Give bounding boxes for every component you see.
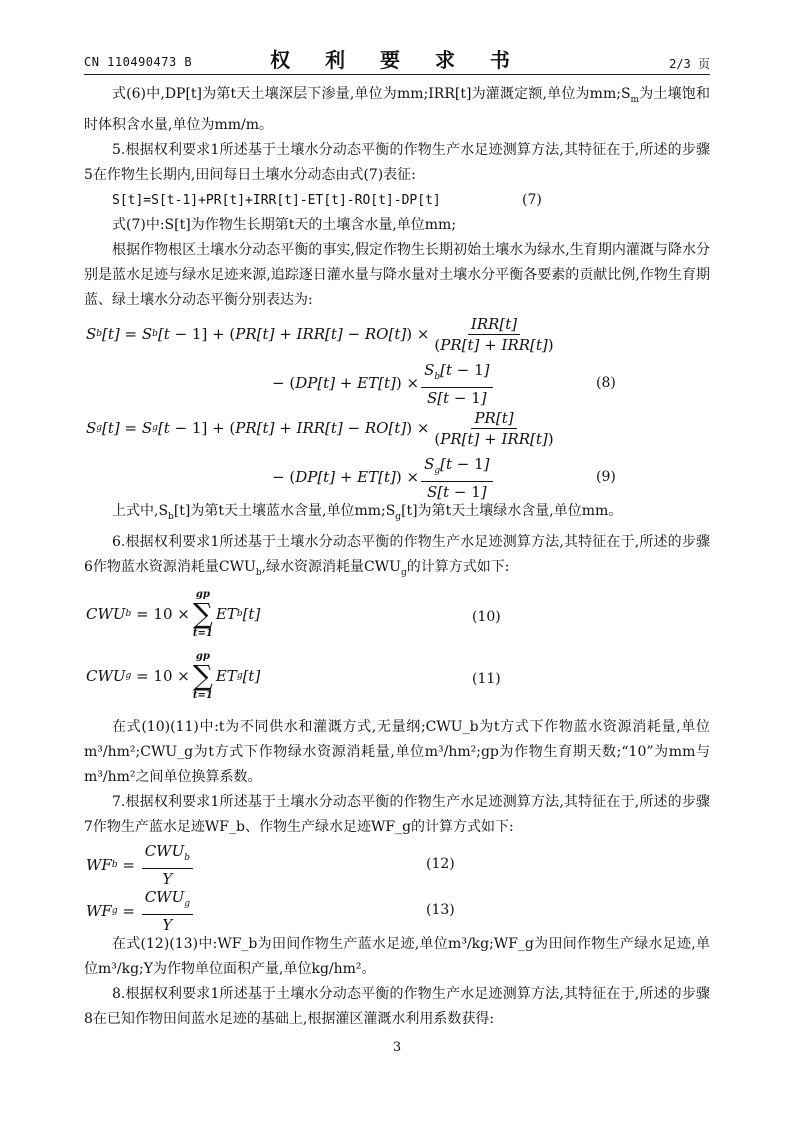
equation-13-number: (13) xyxy=(426,902,455,919)
equation-10: CWU b = 10 × gp ∑ t=1 ET b [t] xyxy=(86,589,261,640)
formula6-note: 式(6)中,DP[t]为第t天土壤深层下渗量,单位为mm;IRR[t]为灌溉定额,单位为$mm;S_m$为土壤饱和时体积含水量,单位为mm/m。 xyxy=(84,86,710,133)
equations-10-11-note: 在式(10)(11)中:t为不同供水和灌溉方式,无量纲;CWU_b为t方式下作物蓝水资源消耗量,单位m³/hm²;CWU_g为t方式下作物绿水资源消耗量,单位m³/hm²;gp为作物生育期天数;“10”为mm与m³/hm²之间单位换算系数。 xyxy=(84,719,710,786)
equations-10-11 xyxy=(84,585,710,715)
equation-12: WF b = $\frac{CWU_b}{Y}$ xyxy=(86,842,195,888)
equation-9-number: (9) xyxy=(596,468,616,485)
publication-number: CN 110490473 B xyxy=(84,55,193,69)
equation-9-line2: − ( DP[t] + ET[t] ) × $\frac{S_g[t - 1]}{S[t - 1]}$ xyxy=(272,455,495,501)
equations-12-13-note: 在式(12)(13)中:WF_b为田间作物生产蓝水足迹,单位m³/kg;WF_g为田间作物生产绿水足迹,单位m³/kg;Y为作物单位面积产量,单位kg/hm²。 xyxy=(84,936,710,978)
equations-8-9 xyxy=(84,313,710,499)
equation-9-line1: S g [t] = S g [t − 1] + ( PR[t] + IRR[t] − RO[t] ) × $\frac{PR[t]}{\text{(PR[t] + IRR[t])}}$ xyxy=(86,408,554,448)
equation-8-number: (8) xyxy=(596,374,616,391)
equation-7-text: S[t]=S[t-1]+PR[t]+IRR[t]-ET[t]-RO[t]-DP[t] xyxy=(112,192,441,208)
claim5-description: 根据作物根区土壤水分动态平衡的事实,假定作物生长期初始土壤水为绿水,生育期内灌溉与降水分别是蓝水足迹与绿水足迹来源,追踪逐日灌水量与降水量对土壤水分平衡各要素的贡献比例,作物生育期蓝、绿土壤水分动态平衡分别表达为: xyxy=(84,241,710,308)
claim6-intro: 6.根据权利要求1所述基于土壤水分动态平衡的作物生产水足迹测算方法,其特征在于,所述的步骤6作物蓝水资源消耗量$CWU_b$,绿水资源消耗量$CWU_g$的计算方式如下: xyxy=(84,533,710,578)
equation-7 xyxy=(84,188,710,213)
claim5-intro: 5.根据权利要求1所述基于土壤水分动态平衡的作物生产水足迹测算方法,其特征在于,所述的步骤5在作物生长期内,田间每日土壤水分动态由式(7)表征: xyxy=(84,141,710,183)
equation-12-number: (12) xyxy=(426,856,455,873)
equations-12-13 xyxy=(84,840,710,935)
claim8-intro: 8.根据权利要求1所述基于土壤水分动态平衡的作物生产水足迹测算方法,其特征在于,所述的步骤8在已知作物田间蓝水足迹的基础上,根据灌区灌溉水利用系数获得: xyxy=(84,986,710,1028)
page-indicator: 2/3 页 xyxy=(669,57,710,71)
claims-body xyxy=(84,82,710,1032)
equation-7-note: 式(7)中:S[t]为作物生长期第t天的土壤含水量,单位mm; xyxy=(112,216,457,233)
equation-8-line1: S b [t] = S b [t − 1] + ( PR[t] + IRR[t] − RO[t] ) × $\frac{\text{IRR[t]}}{\text{(PR[t] + IRR[t])}}$ xyxy=(86,314,554,354)
header-divider xyxy=(84,74,710,75)
equations-8-9-note: 上式中$,S_b[t]$为第t天土壤蓝水含量,单位$mm;S_g[t]$为第t天土壤绿水含量,单位mm。 xyxy=(112,502,623,522)
equation-8-line2: − ( DP[t] + ET[t] ) × $\frac{S_b[t - 1]}{S[t - 1]}$ xyxy=(272,361,495,407)
page-number: 3 xyxy=(392,1040,402,1055)
equation-11-number: (11) xyxy=(472,671,501,688)
equation-10-number: (10) xyxy=(472,609,501,626)
equation-7-number: (7) xyxy=(522,191,542,208)
claim7-intro: 7.根据权利要求1所述基于土壤水分动态平衡的作物生产水足迹测算方法,其特征在于,所述的步骤7作物生产蓝水足迹WF_b、作物生产绿水足迹WF_g的计算方式如下: xyxy=(84,794,710,836)
equation-11: CWU g = 10 × gp ∑ t=1 ET g [t] xyxy=(86,651,261,702)
equation-13: WF g = $\frac{CWU_g}{Y}$ xyxy=(86,888,195,934)
page-title: 权 利 要 求 书 xyxy=(270,48,524,72)
